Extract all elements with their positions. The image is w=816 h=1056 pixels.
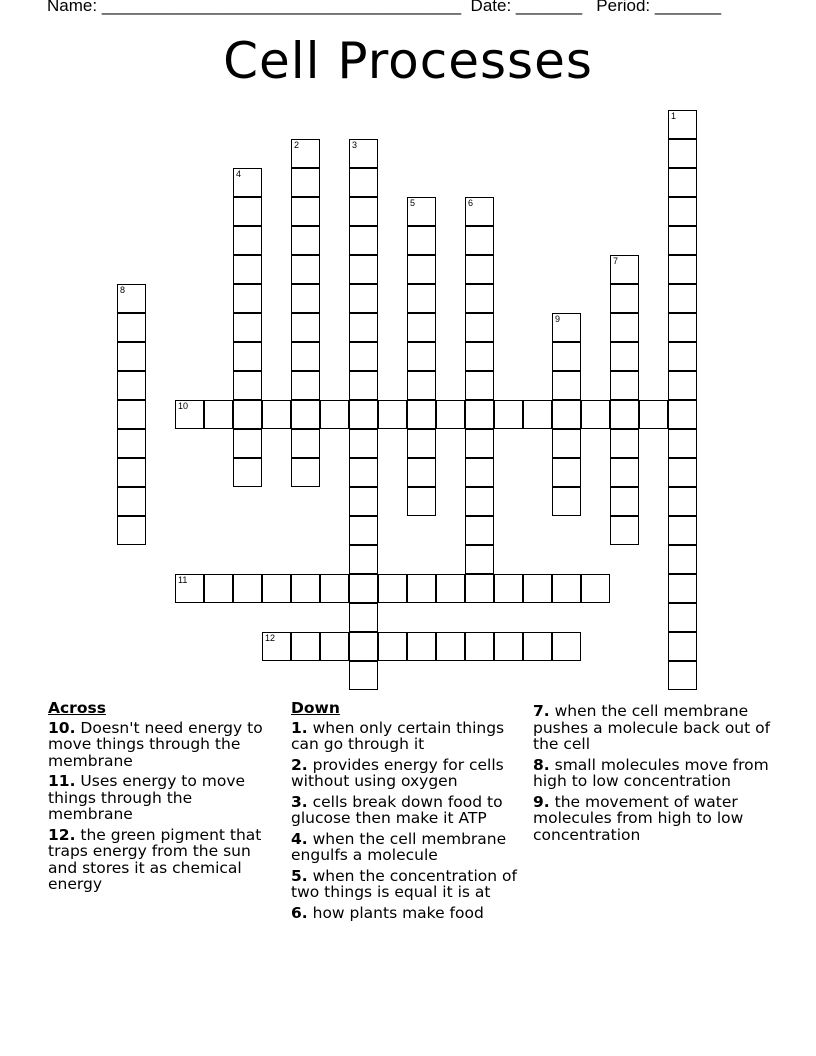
crossword-cell[interactable] [407, 342, 436, 371]
crossword-cell[interactable] [233, 197, 262, 226]
clue-text: small molecules move from high to low concentration [533, 755, 769, 790]
crossword-cell[interactable] [291, 226, 320, 255]
crossword-cell[interactable] [668, 313, 697, 342]
crossword-cell[interactable] [291, 458, 320, 487]
clue-number: 11 [48, 772, 70, 790]
crossword-cell[interactable] [610, 255, 639, 284]
name-field[interactable]: ______________________________________ [101, 0, 462, 15]
clue-item: 8. small molecules move from high to low concentration [533, 755, 769, 790]
clue-number: 5 [291, 866, 302, 885]
crossword-cell[interactable] [610, 516, 639, 545]
crossword-cell[interactable] [233, 574, 262, 603]
clue-item: 11. Uses energy to move things through the membrane [48, 772, 246, 823]
crossword-cell[interactable] [465, 516, 494, 545]
clue-number: 9 [533, 792, 544, 811]
crossword-cell[interactable] [291, 371, 320, 400]
crossword-cell[interactable] [610, 284, 639, 313]
crossword-cell[interactable] [407, 400, 436, 429]
crossword-cell[interactable] [233, 400, 262, 429]
crossword-cell[interactable] [465, 458, 494, 487]
crossword-cell[interactable] [552, 632, 581, 661]
crossword-cell[interactable] [668, 197, 697, 226]
crossword-cell[interactable] [117, 313, 146, 342]
crossword-cell[interactable] [610, 313, 639, 342]
page-title: Cell Processes [223, 32, 593, 90]
crossword-cell[interactable] [668, 516, 697, 545]
crossword-cell[interactable] [552, 458, 581, 487]
crossword-cell[interactable] [262, 632, 291, 661]
crossword-cell[interactable] [233, 255, 262, 284]
crossword-cell[interactable] [349, 284, 378, 313]
clue-number: 2 [291, 755, 302, 774]
clue-item: 9. the movement of water molecules from high to low concentration [533, 792, 744, 844]
clue-number: 10 [178, 401, 189, 411]
crossword-cell[interactable] [349, 226, 378, 255]
crossword-cell[interactable] [262, 400, 291, 429]
clue-number: 11 [178, 575, 188, 585]
clue-item: 4. when the cell membrane engulfs a molecule [291, 829, 507, 864]
crossword-cell[interactable] [552, 429, 581, 458]
crossword-cell[interactable] [465, 284, 494, 313]
clue-number: 1 [671, 111, 677, 121]
crossword-cell[interactable] [349, 342, 378, 371]
crossword-cell[interactable] [494, 574, 523, 603]
crossword-cell[interactable] [407, 226, 436, 255]
crossword-cell[interactable] [117, 487, 146, 516]
clue-number: 7 [613, 256, 619, 266]
crossword-cell[interactable] [610, 342, 639, 371]
clue-text: when the concentration of two things is equal it is at [291, 866, 517, 901]
crossword-cell[interactable] [349, 255, 378, 284]
crossword-cell[interactable] [349, 371, 378, 400]
down-clues-column-2 [533, 703, 773, 847]
clue-item: 6. how plants make food [291, 903, 484, 922]
down-heading: Down [291, 699, 340, 717]
clue-text: when the cell membrane pushes a molecule back out of the cell [533, 702, 771, 753]
period-field[interactable]: _______ [654, 0, 722, 15]
crossword-cell[interactable] [465, 226, 494, 255]
crossword-cell[interactable] [233, 429, 262, 458]
crossword-cell[interactable] [117, 284, 146, 313]
crossword-cell[interactable] [349, 458, 378, 487]
clue-number: 3 [291, 792, 302, 811]
crossword-cell[interactable] [291, 632, 320, 661]
date-field[interactable]: _______ [515, 0, 583, 15]
crossword-cell[interactable] [349, 632, 378, 661]
clue-number: 6 [468, 198, 474, 208]
crossword-cell[interactable] [349, 313, 378, 342]
crossword-cell[interactable] [407, 458, 436, 487]
crossword-cell[interactable] [465, 487, 494, 516]
clue-item: 1. when only certain things can go through it [291, 718, 505, 753]
crossword-cell[interactable] [581, 400, 610, 429]
crossword-cell[interactable] [233, 313, 262, 342]
crossword-cell[interactable] [117, 400, 146, 429]
crossword-cell[interactable] [407, 313, 436, 342]
crossword-cell[interactable] [349, 429, 378, 458]
crossword-cell[interactable] [320, 632, 349, 661]
crossword-cell[interactable] [117, 516, 146, 545]
crossword-cell[interactable] [291, 400, 320, 429]
crossword-cell[interactable] [349, 139, 378, 168]
clue-text: Uses energy to move things through the membrane [48, 772, 246, 823]
clue-text: how plants make food [307, 903, 484, 922]
crossword-cell[interactable] [465, 429, 494, 458]
crossword-cell[interactable] [668, 342, 697, 371]
clue-number: 4 [291, 829, 302, 848]
crossword-cell[interactable] [436, 574, 465, 603]
crossword-cell[interactable] [291, 574, 320, 603]
crossword-cell[interactable] [349, 574, 378, 603]
clue-item: 2. provides energy for cells without using oxygen [291, 755, 504, 790]
across-heading: Across [48, 699, 106, 717]
clue-number: 12 [48, 825, 70, 844]
crossword-cell[interactable] [349, 168, 378, 197]
clue-text: Doesn't need energy to move things through the membrane [48, 718, 263, 770]
crossword-cell[interactable] [523, 632, 552, 661]
crossword-cell[interactable] [262, 574, 291, 603]
clue-item: 3. cells break down food to glucose then make it ATP [291, 792, 503, 827]
crossword-cell[interactable] [610, 487, 639, 516]
crossword-cell[interactable] [610, 371, 639, 400]
clue-number: 12 [265, 633, 276, 643]
name-label: Name: [47, 0, 98, 15]
crossword-cell[interactable] [668, 168, 697, 197]
crossword-cell[interactable] [349, 661, 378, 690]
clue-number: 2 [294, 140, 300, 150]
crossword-cell[interactable] [407, 487, 436, 516]
crossword-cell[interactable] [668, 545, 697, 574]
crossword-cell[interactable] [610, 400, 639, 429]
crossword-cell[interactable] [407, 632, 436, 661]
down-clues-column-1 [291, 700, 527, 925]
clue-text: when the cell membrane engulfs a molecule [291, 829, 507, 864]
crossword-cell[interactable] [668, 110, 697, 139]
crossword-cell[interactable] [291, 342, 320, 371]
crossword-cell[interactable] [233, 284, 262, 313]
crossword-cell[interactable] [233, 458, 262, 487]
crossword-cell[interactable] [494, 400, 523, 429]
crossword-cell[interactable] [378, 400, 407, 429]
clue-item: 5. when the concentration of two things is equal it is at [291, 866, 517, 901]
crossword-cell[interactable] [494, 632, 523, 661]
crossword-cell[interactable] [668, 574, 697, 603]
crossword-cell[interactable] [117, 458, 146, 487]
crossword-cell[interactable] [320, 400, 349, 429]
crossword-cell[interactable] [465, 255, 494, 284]
clue-number: 10 [48, 718, 70, 737]
crossword-cell[interactable] [233, 342, 262, 371]
crossword-cell[interactable] [668, 284, 697, 313]
crossword-cell[interactable] [349, 603, 378, 632]
clue-number: 9 [555, 314, 561, 324]
crossword-cell[interactable] [233, 371, 262, 400]
crossword-cell[interactable] [349, 516, 378, 545]
crossword-cell[interactable] [291, 313, 320, 342]
crossword-cell[interactable] [291, 139, 320, 168]
crossword-cell[interactable] [552, 574, 581, 603]
crossword-cell[interactable] [291, 197, 320, 226]
clue-text: the movement of water molecules from high to low concentration [533, 792, 744, 844]
crossword-cell[interactable] [465, 197, 494, 226]
crossword-cell[interactable] [407, 197, 436, 226]
crossword-cell[interactable] [523, 574, 552, 603]
crossword-cell[interactable] [668, 458, 697, 487]
crossword-cell[interactable] [552, 487, 581, 516]
crossword-cell[interactable] [407, 429, 436, 458]
crossword-cell[interactable] [668, 661, 697, 690]
crossword-cell[interactable] [117, 342, 146, 371]
crossword-cell[interactable] [349, 545, 378, 574]
crossword-cell[interactable] [639, 400, 668, 429]
clue-number: 8 [533, 755, 544, 774]
crossword-cell[interactable] [291, 429, 320, 458]
crossword-cell[interactable] [291, 168, 320, 197]
crossword-cell[interactable] [407, 284, 436, 313]
clue-number: 3 [352, 140, 358, 150]
crossword-cell[interactable] [552, 313, 581, 342]
crossword-cell[interactable] [233, 168, 262, 197]
crossword-cell[interactable] [465, 574, 494, 603]
clue-item: 10. Doesn't need energy to move things through the membrane [48, 718, 263, 770]
crossword-cell[interactable] [349, 487, 378, 516]
crossword-cell[interactable] [175, 574, 204, 603]
clue-text: when only certain things can go through it [291, 718, 505, 753]
crossword-cell[interactable] [291, 255, 320, 284]
crossword-cell[interactable] [668, 603, 697, 632]
crossword-cell[interactable] [117, 429, 146, 458]
clue-number: 4 [236, 169, 242, 179]
crossword-cell[interactable] [552, 400, 581, 429]
crossword-cell[interactable] [668, 371, 697, 400]
crossword-cell[interactable] [465, 632, 494, 661]
crossword-cell[interactable] [378, 574, 407, 603]
clue-number: 5 [410, 198, 416, 208]
clue-item: 12. the green pigment that traps energy from the sun and stores it as chemical energy [48, 825, 262, 893]
crossword-cell[interactable] [320, 574, 349, 603]
crossword-cell[interactable] [407, 574, 436, 603]
crossword-cell[interactable] [668, 632, 697, 661]
crossword-cell[interactable] [204, 400, 233, 429]
crossword-cell[interactable] [668, 255, 697, 284]
crossword-cell[interactable] [233, 226, 262, 255]
date-label: Date: [470, 0, 512, 15]
clue-number: 8 [120, 285, 126, 295]
across-clues [48, 700, 280, 897]
crossword-cell[interactable] [175, 400, 204, 429]
crossword-cell[interactable] [610, 429, 639, 458]
crossword-cell[interactable] [349, 197, 378, 226]
clue-text: the green pigment that traps energy from the sun and stores it as chemical energy [48, 825, 262, 893]
clue-number: 7 [533, 702, 544, 720]
clue-item: 7. when the cell membrane pushes a molecule back out of the cell [533, 702, 771, 753]
crossword-cell[interactable] [552, 371, 581, 400]
crossword-cell[interactable] [407, 255, 436, 284]
crossword-cell[interactable] [436, 632, 465, 661]
crossword-cell[interactable] [668, 226, 697, 255]
crossword-cell[interactable] [378, 632, 407, 661]
crossword-cell[interactable] [436, 400, 465, 429]
crossword-cell[interactable] [349, 400, 378, 429]
period-label: Period: [596, 0, 651, 15]
crossword-cell[interactable] [407, 371, 436, 400]
clue-number: 6 [291, 903, 302, 922]
crossword-cell[interactable] [465, 342, 494, 371]
crossword-cell[interactable] [291, 284, 320, 313]
crossword-cell[interactable] [523, 400, 552, 429]
crossword-cell[interactable] [465, 400, 494, 429]
crossword-cell[interactable] [117, 371, 146, 400]
crossword-cell[interactable] [668, 400, 697, 429]
crossword-cell[interactable] [552, 342, 581, 371]
clue-number: 1 [291, 718, 302, 737]
crossword-cell[interactable] [465, 545, 494, 574]
crossword-cell[interactable] [668, 487, 697, 516]
clue-text: provides energy for cells without using oxygen [291, 755, 504, 790]
crossword-cell[interactable] [610, 458, 639, 487]
crossword-cell[interactable] [465, 313, 494, 342]
crossword-cell[interactable] [204, 574, 233, 603]
crossword-cell[interactable] [668, 139, 697, 168]
crossword-cell[interactable] [581, 574, 610, 603]
crossword-cell[interactable] [465, 371, 494, 400]
crossword-cell[interactable] [668, 429, 697, 458]
clue-text: cells break down food to glucose then make it ATP [291, 792, 503, 827]
